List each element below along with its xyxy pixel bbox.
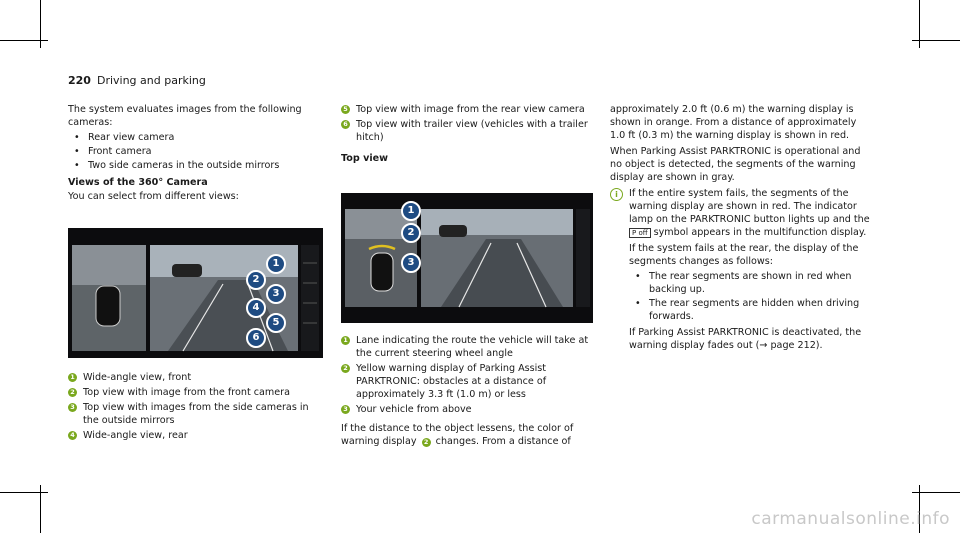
parktronic-off-icon: P off [629,228,651,238]
section-heading: Views of the 360° Camera [68,177,208,188]
right-column [610,103,872,354]
camera-views-image [68,228,323,358]
top-view-illustration [341,193,593,323]
callout-badge: 1 [401,201,421,221]
crop-mark [0,40,48,41]
body-text: If the distance to the object lessens, the color of warning display 2 changes. From a distance of [341,423,574,447]
callout-badge: 2 [401,223,421,243]
list-item: 2 Yellow warning display of Parking Assist PARKTRONIC: obstacles at a distance of approximately 3.3 ft (1.0 m) or less [341,362,593,401]
crop-mark [912,40,960,41]
list-item: 5 Top view with image from the rear view camera [341,103,593,116]
middle-legend [341,334,593,450]
list-item: • Rear view camera [74,132,175,143]
left-column [68,103,324,205]
body-text: approximately 2.0 ft (0.6 m) the warning display is shown in orange. From a distance of approximately 1.0 ft (0.3 m) the warning display is shown in red. [610,104,857,141]
watermark: carmanualsonline.info [751,509,950,529]
left-legend [68,371,324,444]
list-item: 4 Wide-angle view, rear [68,429,324,442]
callout-badge: 5 [266,313,286,333]
page-number: 220 [68,74,91,87]
callout-badge: 3 [401,253,421,273]
section-heading: Top view [341,153,388,164]
crop-mark [912,492,960,493]
crop-mark [0,492,48,493]
list-item: 1 Wide-angle view, front [68,371,324,384]
callout-badge: 6 [246,328,266,348]
section-title: Driving and parking [96,74,206,87]
callout-badge: 3 [266,284,286,304]
body-text: When Parking Assist PARKTRONIC is operational and no object is detected, the segments of the warning display are shown in gray. [610,146,861,183]
list-item: 3 Top view with images from the side cameras in the outside mirrors [68,401,324,427]
list-item: • The rear segments are shown in red when backing up. [635,271,852,295]
intro-text: The system evaluates images from the following cameras: [68,104,302,128]
callout-badge: 2 [422,438,431,447]
callout-badge: 4 [246,298,266,318]
select-text: You can select from different views: [68,191,239,202]
list-item: 3 Your vehicle from above [341,403,593,416]
list-item: 6 Top view with trailer view (vehicles with a trailer hitch) [341,118,593,144]
list-item: 1 Lane indicating the route the vehicle will take at the current steering wheel angle [341,334,593,360]
callout-badge: 2 [246,270,266,290]
list-item: 2 Top view with image from the front camera [68,386,324,399]
middle-column [341,103,593,166]
list-item: • Two side cameras in the outside mirrors [74,160,280,171]
top-view-image [341,193,593,323]
callout-badge: 1 [266,254,286,274]
info-note: i If the entire system fails, the segments of the warning display are shown in red. The indicator lamp on the PARKTRONIC button lights up and the P off symbol appears in the multifunction display. If the system fails at the rear, the display of the segments changes as follows: • The rear segments are shown in red when backing up. • The rear segments are hidden when driving forwards. If Parking Assist PARKTRONIC is deactivated, the warning display fades out (→ page 212). [610,187,872,354]
info-icon: i [610,188,623,201]
list-item: • The rear segments are hidden when driving forwards. [635,298,860,322]
list-item: • Front camera [74,146,152,157]
page-header [68,74,206,87]
